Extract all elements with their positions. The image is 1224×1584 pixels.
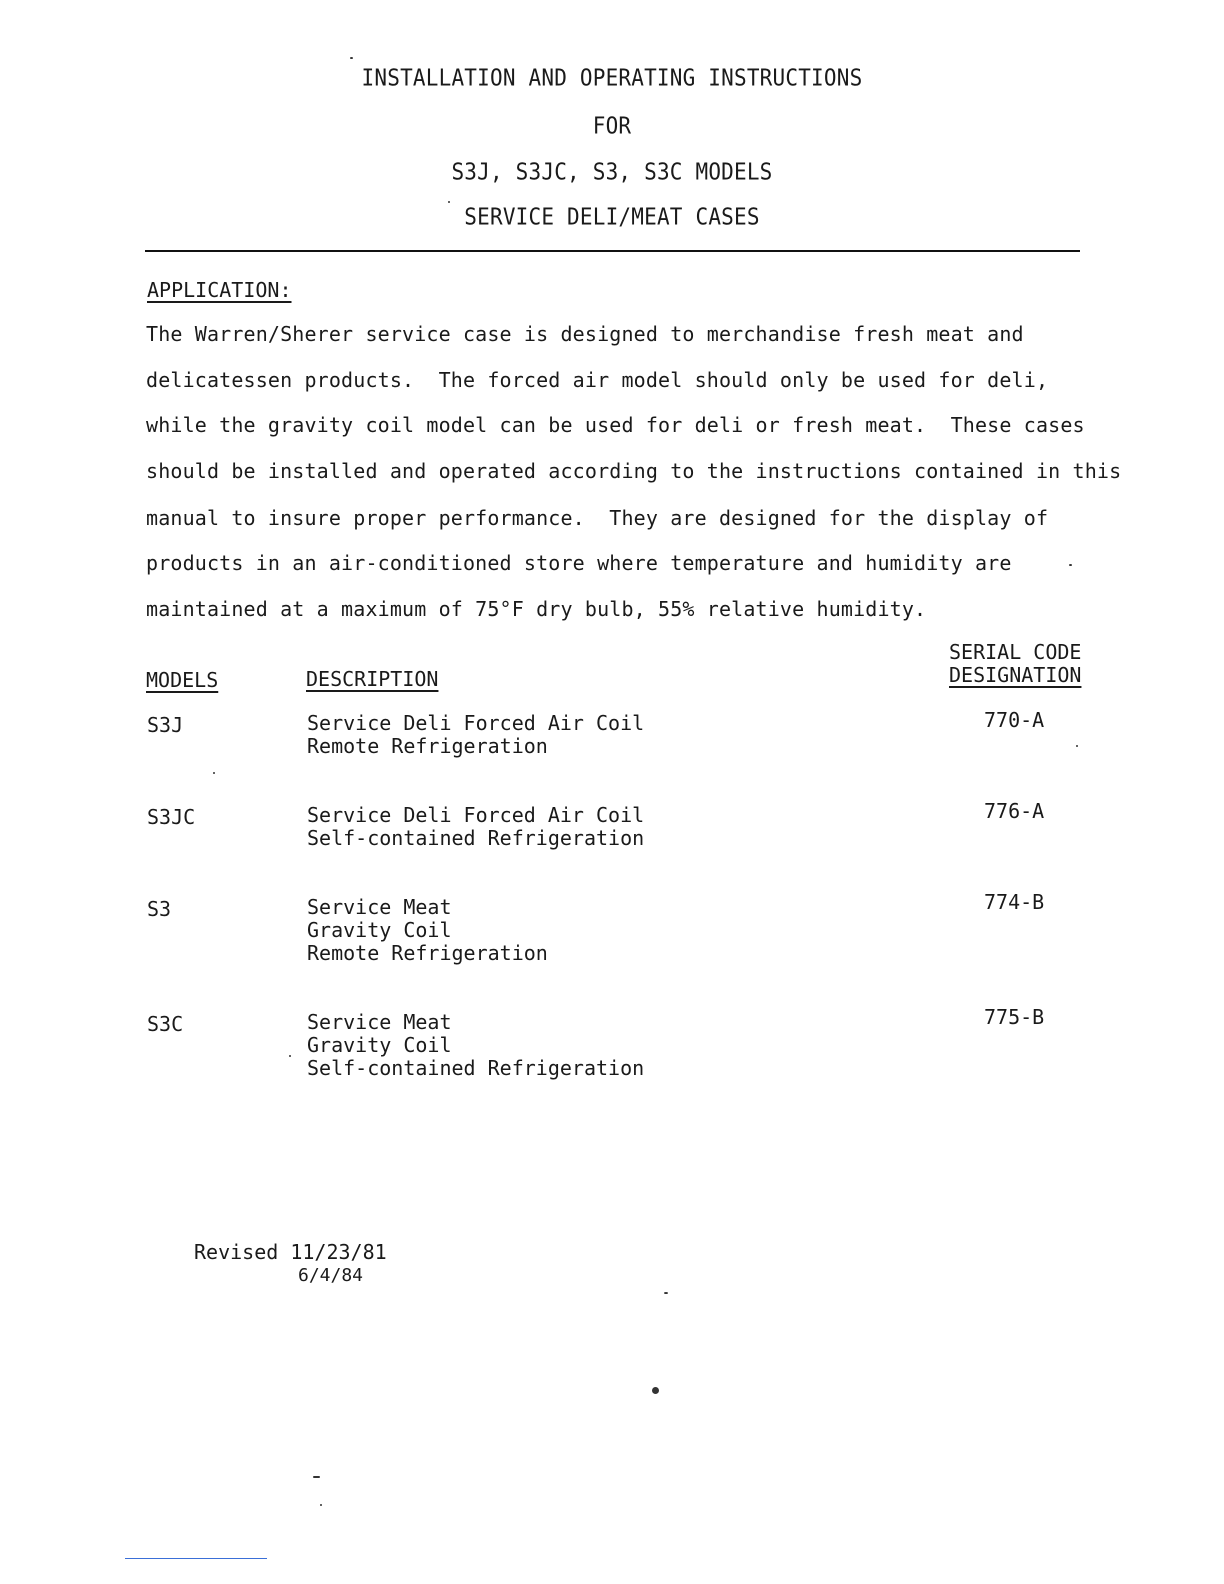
description-line: Remote Refrigeration xyxy=(307,734,548,758)
serial-column-header-line1: SERIAL CODE xyxy=(949,640,1082,664)
description-line: Gravity Coil xyxy=(307,1033,452,1057)
model-description xyxy=(307,712,644,758)
model-description xyxy=(307,804,644,850)
model-description xyxy=(307,1011,644,1080)
model-code: S3 xyxy=(147,897,172,921)
serial-code: 770-A xyxy=(984,708,1045,732)
serial-code: 775-B xyxy=(984,1005,1045,1029)
serial-code: 774-B xyxy=(984,890,1045,914)
serial-code: 776-A xyxy=(984,799,1045,823)
serial-column-header-line2: DESIGNATION xyxy=(949,663,1082,687)
description-line: Remote Refrigeration xyxy=(307,941,548,965)
model-code: S3C xyxy=(147,1012,184,1036)
scan-speck xyxy=(313,1476,320,1478)
scan-speck xyxy=(664,1292,668,1294)
scan-speck xyxy=(350,57,353,59)
application-heading: APPLICATION: xyxy=(147,278,292,302)
model-code: S3JC xyxy=(147,805,196,829)
description-column-header: DESCRIPTION xyxy=(306,667,439,691)
scan-speck xyxy=(320,1504,322,1506)
bottom-edge-line xyxy=(125,1558,267,1559)
scan-speck xyxy=(289,1055,291,1057)
application-line: while the gravity coil model can be used for deli or fresh meat. These cases xyxy=(146,413,1085,437)
description-line: Self-contained Refrigeration xyxy=(307,1056,645,1080)
application-line: delicatessen products. The forced air model should only be used for deli, xyxy=(146,368,1049,392)
revision-date-second: 6/4/84 xyxy=(298,1265,364,1286)
application-line: should be installed and operated according to the instructions contained in this xyxy=(146,459,1122,483)
description-line: Service Meat xyxy=(307,895,452,919)
application-line: products in an air-conditioned store where temperature and humidity are xyxy=(146,551,1012,575)
scan-speck xyxy=(652,1387,659,1394)
description-line: Gravity Coil xyxy=(307,918,452,942)
model-description xyxy=(307,896,548,965)
description-line: Service Meat xyxy=(307,1010,452,1034)
application-line: manual to insure proper performance. They are designed for the display of xyxy=(146,506,1049,530)
header-divider xyxy=(145,250,1080,252)
description-line: Service Deli Forced Air Coil xyxy=(307,711,645,735)
scan-speck xyxy=(213,772,215,774)
description-line: Service Deli Forced Air Coil xyxy=(307,803,645,827)
scan-speck xyxy=(1076,745,1078,747)
scan-speck xyxy=(1069,564,1072,566)
revision-date: Revised 11/23/81 xyxy=(194,1240,387,1264)
model-code: S3J xyxy=(147,713,184,737)
description-line: Self-contained Refrigeration xyxy=(307,826,645,850)
title-line-3: S3J, S3JC, S3, S3C MODELS xyxy=(451,159,773,185)
title-line-4: SERVICE DELI/MEAT CASES xyxy=(464,204,760,230)
title-line-1: INSTALLATION AND OPERATING INSTRUCTIONS xyxy=(361,65,863,91)
title-line-2: FOR xyxy=(592,113,632,139)
scan-speck xyxy=(448,201,450,203)
models-column-header: MODELS xyxy=(146,668,219,692)
application-line: The Warren/Sherer service case is designed to merchandise fresh meat and xyxy=(146,322,1024,346)
application-line: maintained at a maximum of 75°F dry bulb, 55% relative humidity. xyxy=(146,597,927,621)
